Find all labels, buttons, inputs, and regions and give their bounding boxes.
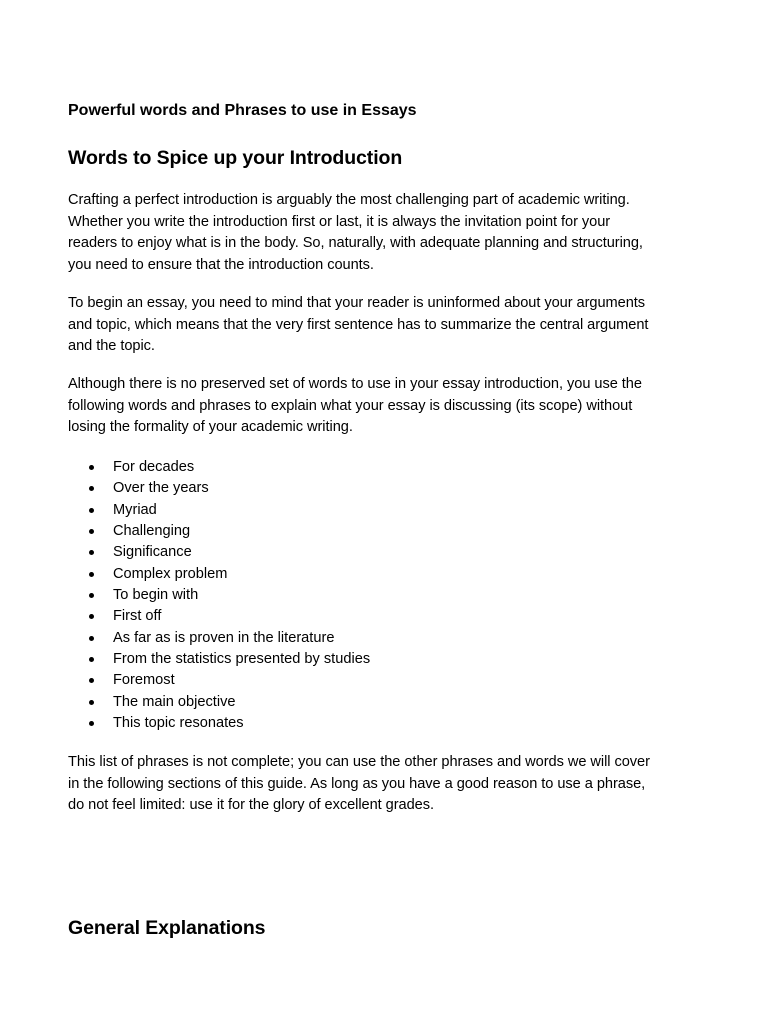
list-item	[68, 585, 370, 606]
bullet-icon	[89, 465, 94, 470]
intro-paragraph-4	[68, 752, 718, 817]
list-item	[68, 649, 370, 670]
intro-paragraph-2	[68, 293, 718, 358]
paragraph-line: losing the formality of your academic writing.	[68, 419, 353, 435]
list-item-text: Challenging	[113, 523, 191, 540]
bullet-icon	[89, 721, 94, 726]
list-item	[68, 564, 370, 585]
list-item-text: From the statistics presented by studies	[113, 651, 371, 668]
bullet-icon	[89, 572, 94, 577]
list-item-text: The main objective	[113, 693, 236, 710]
paragraph-line: following words and phrases to explain what your essay is discussing (its scope) without	[68, 397, 633, 414]
section-heading-introduction: Words to Spice up your Introduction	[68, 147, 403, 169]
list-item-text: For decades	[113, 459, 195, 475]
list-item-text: This topic resonates	[113, 715, 244, 732]
list-item-text: First off	[113, 608, 162, 625]
paragraph-line: Crafting a perfect introduction is arguably the most challenging part of academic writing.	[68, 192, 630, 208]
paragraph-line: readers to enjoy what is in the body. So, naturally, with adequate planning and structuring,	[68, 235, 643, 251]
bullet-icon	[89, 550, 94, 555]
list-item	[68, 670, 370, 691]
list-item-text: As far as is proven in the literature	[113, 629, 335, 646]
phrase-list	[68, 457, 370, 734]
list-item	[68, 692, 370, 713]
list-item-text: Complex problem	[113, 565, 228, 582]
list-item-text: To begin with	[113, 587, 199, 604]
bullet-icon	[89, 657, 94, 662]
paragraph-line: To begin an essay, you need to mind that your reader is uninformed about your arguments	[68, 295, 646, 311]
list-item-text: Myriad	[113, 501, 157, 518]
list-item	[68, 542, 370, 563]
bullet-icon	[89, 700, 94, 705]
document-title: Powerful words and Phrases to use in Essays	[68, 102, 417, 119]
bullet-icon	[89, 678, 94, 683]
intro-paragraph-1	[68, 190, 718, 276]
list-item-text: Foremost	[113, 672, 175, 689]
list-item	[68, 713, 370, 734]
bullet-icon	[89, 529, 94, 534]
bullet-icon	[89, 636, 94, 641]
list-item	[68, 478, 370, 499]
list-item	[68, 628, 370, 649]
paragraph-line: and topic, which means that the very first sentence has to summarize the central argument	[68, 316, 649, 333]
bullet-icon	[89, 614, 94, 619]
paragraph-line: in the following sections of this guide. As long as you have a good reason to use a phrase,	[68, 775, 646, 792]
list-item-text: Significance	[113, 544, 192, 561]
intro-paragraph-3	[68, 374, 718, 439]
paragraph-line: and the topic.	[68, 338, 155, 354]
paragraph-line: Whether you write the introduction first or last, it is always the invitation point for your	[68, 213, 611, 230]
list-item	[68, 500, 370, 521]
paragraph-line: you need to ensure that the introduction counts.	[68, 256, 374, 273]
paragraph-line: This list of phrases is not complete; you can use the other phrases and words we will cover	[68, 754, 650, 770]
section-heading-general-explanations: General Explanations	[68, 917, 266, 939]
list-item-text: Over the years	[113, 480, 209, 497]
bullet-icon	[89, 508, 94, 513]
bullet-icon	[89, 486, 94, 491]
paragraph-line: Although there is no preserved set of words to use in your essay introduction, you use the	[68, 376, 642, 392]
list-item	[68, 457, 370, 478]
list-item	[68, 606, 370, 627]
paragraph-line: do not feel limited: use it for the glory of excellent grades.	[68, 797, 434, 813]
bullet-icon	[89, 593, 94, 598]
list-item	[68, 521, 370, 542]
